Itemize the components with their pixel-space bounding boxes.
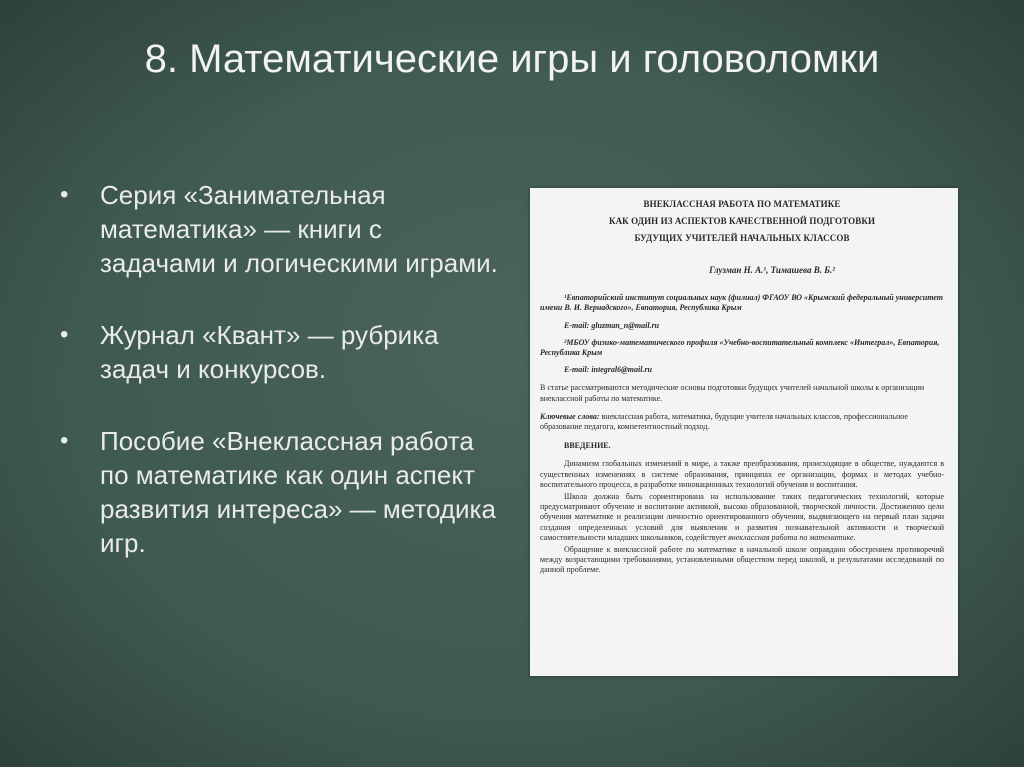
document-paragraph-text: Школа должна быть сориентирована на использование таких педагогических технологий, которые предусматривают обучение и воспитание активной, высоко образованной, творческой личности. Достижению цели обучения математике и реализации личностно ориентированного обучения, выдвигающего на первый план задачи создания определенных условий для выявления и развития познавательной активности и творческой самостоятельности младших школьников, содействует	[540, 492, 944, 542]
document-affiliation-2: ²МБОУ физико-математического профиля «Учебно-воспитательный комплекс «Интеграл», Евпатория, Республика Крым	[540, 337, 940, 358]
document-title-line: КАК ОДИН ИЗ АСПЕКТОВ КАЧЕСТВЕННОЙ ПОДГОТОВКИ	[608, 216, 876, 226]
document-intro-heading: ВВЕДЕНИЕ.	[564, 441, 611, 451]
document-paragraph: Обращение к внеклассной работе по математике в начальной школе оправдано обострением противоречий между возрастающими требованиями, установленными обществом перед школой, и результатами исследований по данной проблеме.	[540, 545, 944, 575]
bullet-item	[58, 424, 498, 560]
document-title-line: БУДУЩИХ УЧИТЕЛЕЙ НАЧАЛЬНЫХ КЛАССОВ	[634, 233, 850, 243]
document-paragraph	[540, 492, 944, 543]
document-title	[540, 196, 944, 247]
bullet-item	[58, 178, 498, 280]
document-abstract: В статье рассматриваются методические основы подготовки будущих учителей начальной школы к организации внеклассной работы по математике.	[540, 383, 925, 403]
bullet-dot-icon: •	[60, 181, 69, 208]
slide-title: 8. Математические игры и головоломки	[144, 37, 880, 81]
document-keywords	[540, 412, 944, 432]
bullet-text: Журнал «Квант» — рубрика задач и конкурсов.	[100, 320, 439, 384]
document-email-1: E-mail: gluzman_n@mail.ru	[564, 320, 660, 330]
document-paragraph-italic: внеклассная работа по математике.	[728, 532, 856, 542]
bullet-text: Серия «Занимательная математика» — книги с задачами и логическими играми.	[100, 180, 498, 278]
document-authors: Глузман Н. А.¹, Тимашева В. Б.²	[709, 265, 835, 275]
bullet-dot-icon: •	[60, 427, 69, 454]
document-paragraph: Динамизм глобальных изменений в мире, а также преобразования, происходящие в обществе, нуждаются в существенных изменениях в системе образования, принципах ее организации, формах и методах учебно-воспитательного процесса, в разработке инновационных технологий обучения и воспитания.	[540, 459, 944, 489]
document-image	[530, 188, 958, 676]
document-affiliation-1: ¹Евпаторийский институт социальных наук (филиал) ФГАОУ ВО «Крымский федеральный университет имени В. И. Вернадского», Евпатория, Республика Крым	[540, 293, 943, 313]
bullet-list	[58, 178, 498, 598]
bullet-item	[58, 318, 498, 386]
bullet-text: Пособие «Внеклассная работа по математике как один аспект развития интереса» — методика игр.	[100, 426, 496, 558]
keywords-label: Ключевые слова:	[540, 411, 600, 421]
document-email-2: E-mail: integral6@mail.ru	[564, 365, 652, 375]
bullet-dot-icon: •	[60, 321, 69, 348]
document-title-line: ВНЕКЛАССНАЯ РАБОТА ПО МАТЕМАТИКЕ	[643, 199, 841, 209]
keywords-text: внеклассная работа, математика, будущие учителя начальных классов, профессиональное образование педагога, компетентностный подход.	[540, 411, 908, 432]
